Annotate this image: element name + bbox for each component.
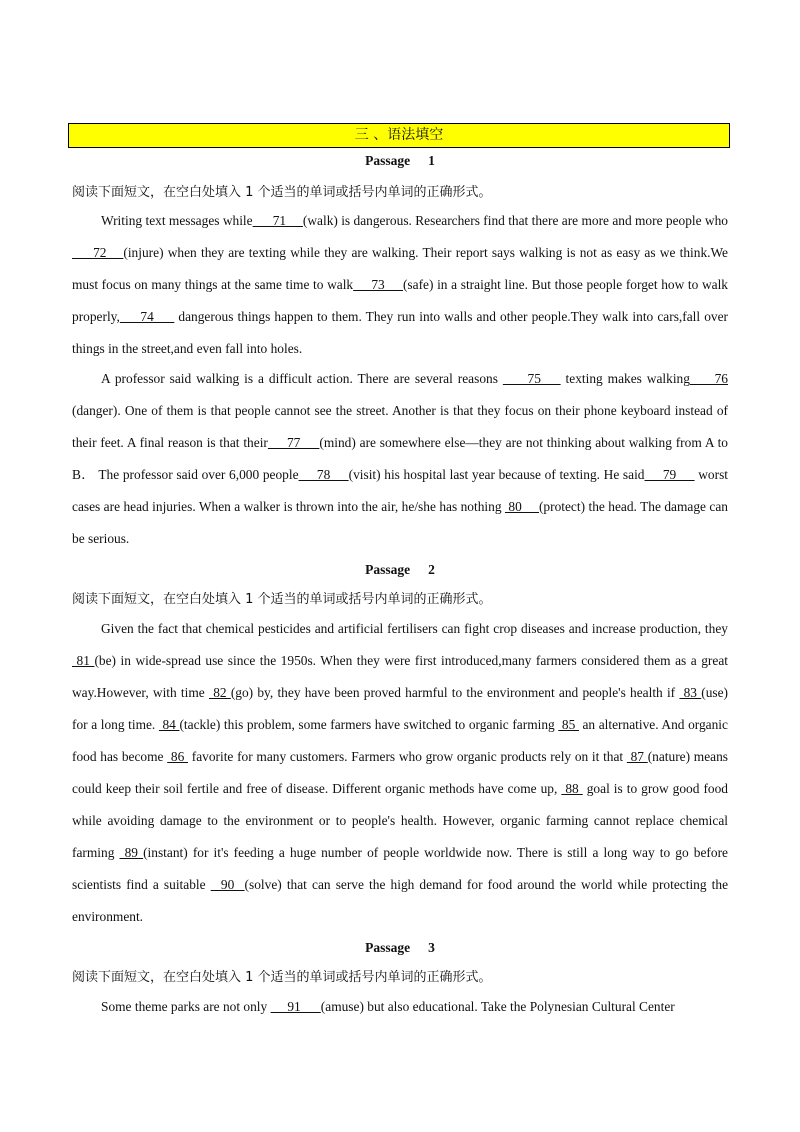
passage-instruction: 阅读下面短文，在空白处填入 1 个适当的单词或括号内单词的正确形式。: [72, 592, 492, 607]
passage-title: [0, 939, 800, 957]
answer-blank[interactable]: 89: [119, 845, 144, 860]
passage-paragraph: [72, 205, 728, 365]
passage-text: texting makes walking: [560, 371, 690, 386]
passage-text: (danger). One of them is that people cannot see the street. Another is that they focus on their phone keyboard instead of their feet. A final reason is that their: [72, 403, 728, 450]
answer-blank[interactable]: 76: [689, 371, 728, 386]
answer-blank[interactable]: 77: [267, 435, 320, 450]
passage-text: (nature) means could keep their soil fertile and free of disease. Different organic methods have come up,: [72, 749, 729, 796]
passage-text: A professor said walking is a difficult action. There are several reasons: [101, 371, 503, 386]
answer-blank[interactable]: 90: [210, 877, 245, 892]
passage-label: Passage: [365, 153, 411, 168]
passage-text: Writing text messages while: [101, 213, 253, 228]
answer-blank[interactable]: 78: [298, 467, 349, 482]
answer-blank[interactable]: 82: [208, 685, 231, 700]
passage-text: (protect) the head. The damage can be serious.: [72, 499, 728, 546]
passage-text: worst cases are head injuries. When a walker is thrown into the air, he/she has nothing: [72, 467, 729, 514]
passage-text: (tackle) this problem, some farmers have switched to organic farming: [179, 717, 559, 732]
answer-blank[interactable]: 88: [561, 781, 583, 796]
answer-blank[interactable]: 79: [644, 467, 695, 482]
answer-blank[interactable]: 86: [167, 749, 189, 764]
passage-text: (go) by, they have been proved harmful to the environment and people's health if: [230, 685, 680, 700]
answer-blank[interactable]: 75: [502, 371, 561, 386]
passage-text: (visit) his hospital last year because of texting. He said: [348, 467, 645, 482]
answer-blank[interactable]: 84: [158, 717, 180, 732]
passage-title: [0, 152, 800, 170]
passage-instruction: 阅读下面短文，在空白处填入 1 个适当的单词或括号内单词的正确形式。: [72, 185, 492, 200]
answer-blank[interactable]: 73: [353, 277, 403, 292]
answer-blank[interactable]: 91: [270, 999, 321, 1014]
passage-paragraph: [72, 363, 728, 555]
passage-text: (solve) that can serve the high demand for food around the world while protecting the environment.: [72, 877, 729, 924]
passage-paragraph: [72, 991, 728, 1023]
passage-text: (instant) for it's feeding a huge number of people worldwide now. There is still a long way to go before scientists find a suitable: [72, 845, 728, 892]
answer-blank[interactable]: 81: [72, 653, 95, 668]
passage-text: dangerous things happen to them. They run into walls and other people.They walk into cars,fall over things in the street,and even fall into holes.: [72, 309, 728, 356]
passage-label: Passage: [365, 940, 411, 955]
passage-number: 2: [428, 562, 435, 577]
passage-instruction: 阅读下面短文，在空白处填入 1 个适当的单词或括号内单词的正确形式。: [72, 970, 492, 985]
passage-text: (amuse) but also educational. Take the Polynesian Cultural Center: [320, 999, 675, 1014]
passage-text: (be) in wide-spread use since the 1950s. When they were first introduced,many farmers considered them as a great way.However, with time: [72, 653, 728, 700]
passage-text: Given the fact that chemical pesticides and artificial fertilisers can fight crop diseases and increase production, they: [101, 621, 728, 636]
passage-text: favorite for many customers. Farmers who grow organic products rely on it that: [188, 749, 627, 764]
passage-label: Passage: [365, 562, 411, 577]
answer-blank[interactable]: 87: [626, 749, 648, 764]
passage-text: an alternative. And organic food has become: [72, 717, 728, 764]
passage-text: (use) for a long time.: [72, 685, 729, 732]
passage-title: [0, 561, 800, 579]
passage-text: Some theme parks are not only: [101, 999, 271, 1014]
answer-blank[interactable]: 80: [504, 499, 539, 514]
passage-text: (injure) when they are texting while they are walking. Their report says walking is not as easy as we think.We must focus on many things at the same time to walk: [72, 245, 728, 292]
answer-blank[interactable]: 83: [679, 685, 702, 700]
passage-text: (safe) in a straight line. But those people forget how to walk properly,: [72, 277, 729, 324]
section-header: 三 、语法填空: [68, 123, 730, 148]
passage-number: 3: [428, 940, 435, 955]
answer-blank[interactable]: 72: [72, 245, 124, 260]
answer-blank[interactable]: 74: [119, 309, 175, 324]
passage-text: (walk) is dangerous. Researchers find that there are more and more people who: [302, 213, 728, 228]
passage-number: 1: [428, 153, 435, 168]
answer-blank[interactable]: 71: [252, 213, 303, 228]
passage-text: goal is to grow good food while avoiding damage to the environment or to people's health. However, organic farming cannot replace chemical farming: [72, 781, 728, 860]
passage-paragraph: [72, 613, 728, 933]
answer-blank[interactable]: 85: [558, 717, 579, 732]
passage-text: (mind) are somewhere else—they are not thinking about walking from A to B． The professor said over 6,000 people: [72, 435, 728, 482]
